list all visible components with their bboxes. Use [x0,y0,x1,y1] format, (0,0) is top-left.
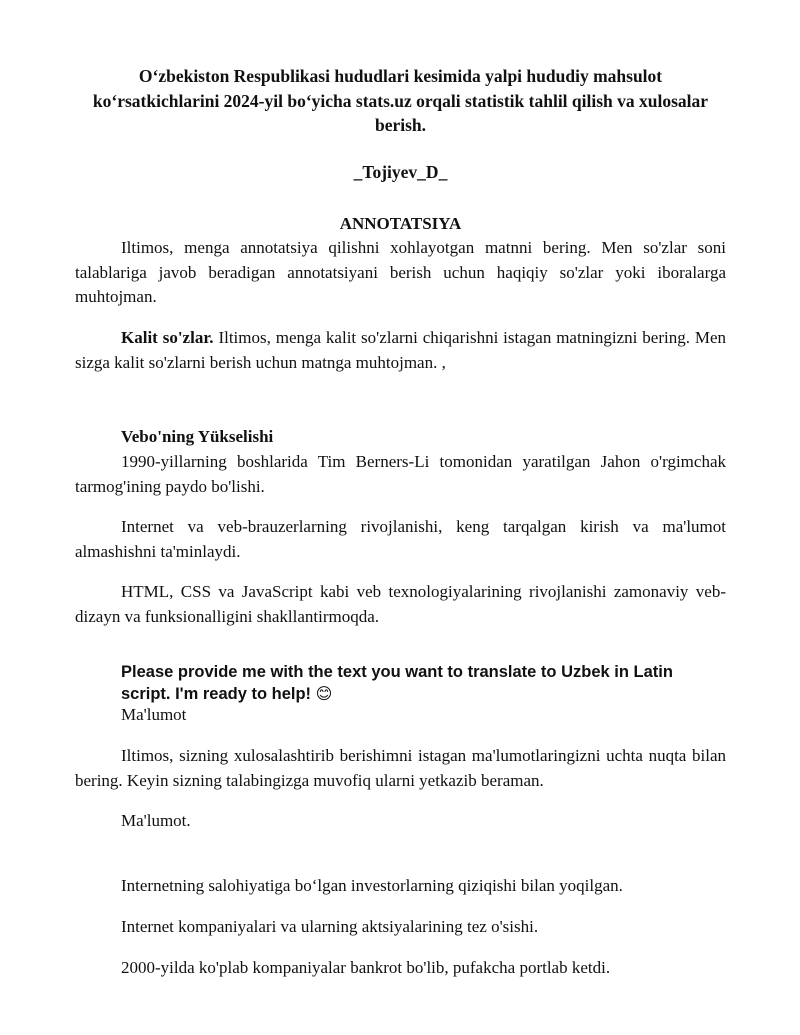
abstract-heading: ANNOTATSIYA [339,214,462,233]
section2-note: Ma'lumot. [121,811,191,830]
closing-line-1: Internetning salohiyatiga bo‘lgan investorlarning qiziqishi bilan yoqilgan. [121,876,623,895]
section2-heading-text: Please provide me with the text you want to translate to Uzbek in Latin script. I'm ready to help! [121,663,673,703]
section-heading-web-rise: Vebo'ning Yükselishi [121,427,274,446]
section2-heading [75,661,726,705]
closing-line-3: 2000-yilda ko'plab kompaniyalar bankrot bo'lib, pufakcha portlab ketdi. [121,958,611,977]
section1-paragraph-2: Internet va veb-brauzerlarning rivojlanishi, keng tarqalgan kirish va ma'lumot almashishni ta'minlaydi. [75,517,726,561]
author-name: _Tojiyev_D_ [353,162,448,182]
section2-paragraph: Iltimos, sizning xulosalashtirib berishimni istagan ma'lumotlaringizni uchta nuqta bilan bering. Keyin sizning talabingizga muvofiq ularni yetkazib beraman. [75,746,726,790]
abstract-paragraph: Iltimos, menga annotatsiya qilishni xohlayotgan matnni bering. Men so'zlar soni talablariga javob beradigan annotatsiyani berish uchun haqiqiy so'zlar yoki iboralarga muhtojman. [75,238,726,306]
smiley-icon: 😊 [315,684,333,703]
document-page [75,0,726,1035]
section1-paragraph-1: 1990-yillarning boshlarida Tim Berners-Li tomonidan yaratilgan Jahon o'rgimchak tarmog'ining paydo bo'lishi. [75,452,726,496]
keywords-text: Iltimos, menga kalit so'zlarni chiqarishni istagan matningizni bering. Men sizga kalit so'zlarni berish uchun matnga muhtojman. , [75,328,726,372]
closing-line-2: Internet kompaniyalari va ularning aktsiyalarining tez o'sishi. [121,917,539,936]
document-title: O‘zbekiston Respublikasi hududlari kesimida yalpi hududiy mahsulot ko‘rsatkichlarini 2024-yil bo‘yicha stats.uz orqali statistik tahlil qilish va xulosalar berish. [92,66,709,135]
section2-subline: Ma'lumot [121,705,187,724]
keywords-paragraph [75,326,726,375]
keywords-label: Kalit so'zlar. [121,328,214,347]
section1-paragraph-3: HTML, CSS va JavaScript kabi veb texnologiyalarining rivojlanishi zamonaviy veb-dizayn va funksionalligini shakllantirmoqda. [75,582,726,626]
